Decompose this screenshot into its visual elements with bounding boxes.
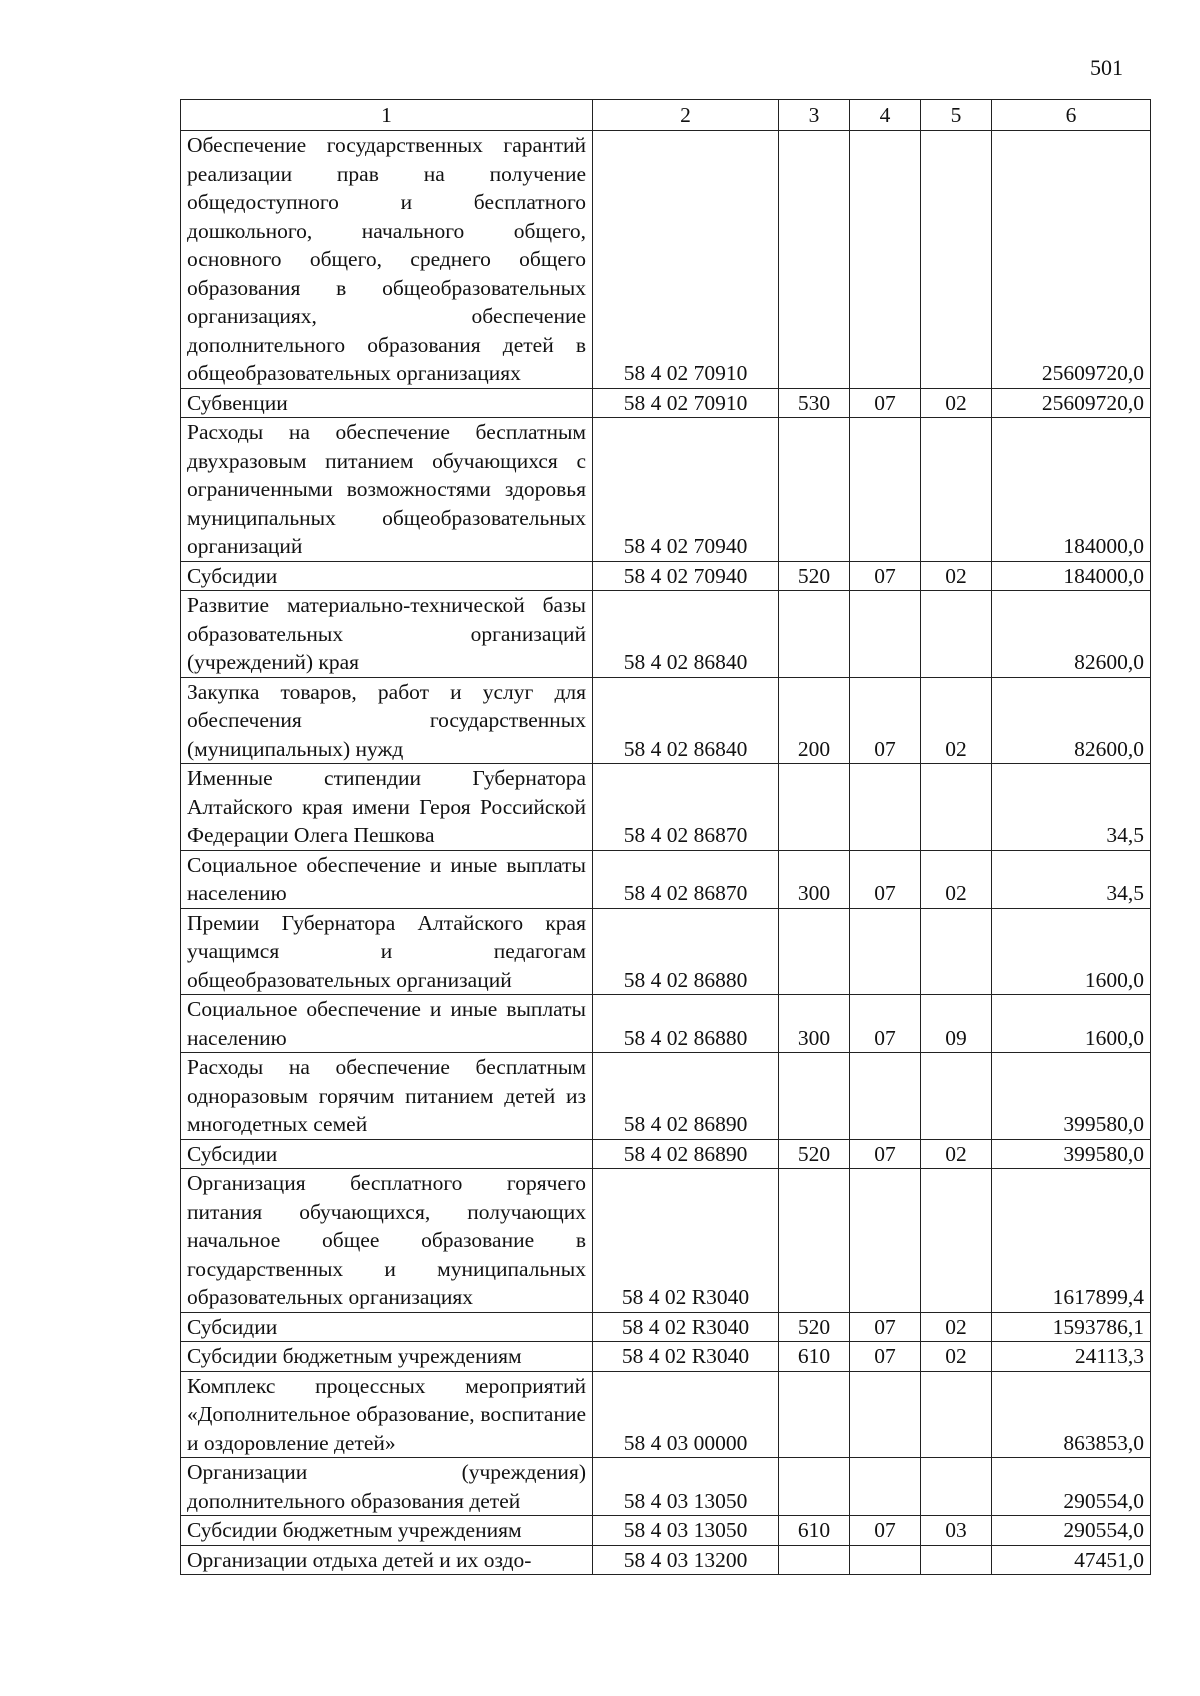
- table-row: [181, 1139, 1151, 1169]
- section-cell: 07: [850, 995, 921, 1053]
- subsection-cell: [921, 1169, 992, 1313]
- expense-type-cell: [779, 1371, 850, 1458]
- section-cell: 07: [850, 1342, 921, 1372]
- expense-type-cell: 520: [779, 561, 850, 591]
- section-cell: [850, 764, 921, 851]
- subsection-cell: [921, 1053, 992, 1140]
- amount-cell: 1617899,4: [992, 1169, 1151, 1313]
- subsection-cell: [921, 131, 992, 389]
- amount-cell: 47451,0: [992, 1545, 1151, 1575]
- target-code-cell: 58 4 02 86840: [593, 591, 779, 678]
- target-code-cell: 58 4 02 86840: [593, 677, 779, 764]
- subsection-cell: [921, 764, 992, 851]
- table-row: [181, 591, 1151, 678]
- header-col-3: 3: [779, 100, 850, 131]
- subsection-cell: 09: [921, 995, 992, 1053]
- table-row: [181, 1169, 1151, 1313]
- subsection-cell: 02: [921, 561, 992, 591]
- section-cell: [850, 1169, 921, 1313]
- expense-type-cell: [779, 764, 850, 851]
- table-row: [181, 764, 1151, 851]
- table-body: [181, 131, 1151, 1575]
- header-col-4: 4: [850, 100, 921, 131]
- section-cell: 07: [850, 561, 921, 591]
- expense-type-cell: 610: [779, 1342, 850, 1372]
- row-name-cell: Расходы на обеспечение бесплатным одноразовым горячим питанием детей из многодетных семей: [181, 1053, 593, 1140]
- section-cell: 07: [850, 850, 921, 908]
- section-cell: [850, 1545, 921, 1575]
- target-code-cell: 58 4 02 86880: [593, 995, 779, 1053]
- amount-cell: 82600,0: [992, 591, 1151, 678]
- row-name-cell: Субсидии бюджетным учреждениям: [181, 1516, 593, 1546]
- amount-cell: 25609720,0: [992, 131, 1151, 389]
- row-name-cell: Развитие материально-технической базы образовательных организаций (учреждений) края: [181, 591, 593, 678]
- subsection-cell: 02: [921, 677, 992, 764]
- table-row: [181, 677, 1151, 764]
- table-row: [181, 418, 1151, 562]
- target-code-cell: 58 4 03 13050: [593, 1516, 779, 1546]
- header-col-5: 5: [921, 100, 992, 131]
- amount-cell: 399580,0: [992, 1139, 1151, 1169]
- subsection-cell: 03: [921, 1516, 992, 1546]
- row-name-cell: Организация бесплатного горячего питания обучающихся, получающих начальное общее образование в государственных и муниципальных образовательных организациях: [181, 1169, 593, 1313]
- target-code-cell: 58 4 02 70910: [593, 388, 779, 418]
- section-cell: 07: [850, 1139, 921, 1169]
- expense-type-cell: [779, 1458, 850, 1516]
- row-name-cell: Комплекс процессных мероприятий «Дополнительное образование, воспитание и оздоровление детей»: [181, 1371, 593, 1458]
- expense-type-cell: [779, 131, 850, 389]
- header-row: [181, 100, 1151, 131]
- table-row: [181, 1053, 1151, 1140]
- amount-cell: 25609720,0: [992, 388, 1151, 418]
- section-cell: [850, 1458, 921, 1516]
- amount-cell: 184000,0: [992, 418, 1151, 562]
- table-row: [181, 1458, 1151, 1516]
- target-code-cell: 58 4 02 86870: [593, 764, 779, 851]
- target-code-cell: 58 4 02 86890: [593, 1139, 779, 1169]
- row-name-cell: Субсидии: [181, 1312, 593, 1342]
- target-code-cell: 58 4 03 00000: [593, 1371, 779, 1458]
- expense-type-cell: 520: [779, 1312, 850, 1342]
- row-name-cell: Обеспечение государственных гарантий реализации прав на получение общедоступного и бесплатного дошкольного, начального общего, основного общего, среднего общего образования в общеобразовательных организациях, обеспечение дополнительного образования детей в общеобразовательных организациях: [181, 131, 593, 389]
- expense-type-cell: 610: [779, 1516, 850, 1546]
- expense-type-cell: 300: [779, 850, 850, 908]
- subsection-cell: 02: [921, 1312, 992, 1342]
- page-number: 501: [1090, 55, 1123, 80]
- expense-type-cell: [779, 418, 850, 562]
- table-row: [181, 131, 1151, 389]
- row-name-cell: Организации (учреждения) дополнительного образования детей: [181, 1458, 593, 1516]
- subsection-cell: [921, 591, 992, 678]
- row-name-cell: Организации отдыха детей и их оздо-: [181, 1545, 593, 1575]
- table-row: [181, 388, 1151, 418]
- target-code-cell: 58 4 02 86890: [593, 1053, 779, 1140]
- table-row: [181, 1371, 1151, 1458]
- row-name-cell: Социальное обеспечение и иные выплаты населению: [181, 995, 593, 1053]
- row-name-cell: Именные стипендии Губернатора Алтайского края имени Героя Российской Федерации Олега Пешкова: [181, 764, 593, 851]
- expense-type-cell: 200: [779, 677, 850, 764]
- subsection-cell: 02: [921, 850, 992, 908]
- header-col-1: 1: [181, 100, 593, 131]
- table-row: [181, 1545, 1151, 1575]
- amount-cell: 1593786,1: [992, 1312, 1151, 1342]
- header-col-6: 6: [992, 100, 1151, 131]
- subsection-cell: [921, 908, 992, 995]
- amount-cell: 82600,0: [992, 677, 1151, 764]
- section-cell: [850, 131, 921, 389]
- row-name-cell: Закупка товаров, работ и услуг для обеспечения государственных (муниципальных) нужд: [181, 677, 593, 764]
- row-name-cell: Социальное обеспечение и иные выплаты населению: [181, 850, 593, 908]
- expense-type-cell: 530: [779, 388, 850, 418]
- section-cell: [850, 1371, 921, 1458]
- amount-cell: 399580,0: [992, 1053, 1151, 1140]
- table-row: [181, 850, 1151, 908]
- budget-table: [180, 99, 1151, 1575]
- target-code-cell: 58 4 02 70940: [593, 561, 779, 591]
- header-col-2: 2: [593, 100, 779, 131]
- expense-type-cell: [779, 1169, 850, 1313]
- amount-cell: 863853,0: [992, 1371, 1151, 1458]
- expense-type-cell: [779, 591, 850, 678]
- expense-type-cell: 520: [779, 1139, 850, 1169]
- amount-cell: 184000,0: [992, 561, 1151, 591]
- target-code-cell: 58 4 02 86880: [593, 908, 779, 995]
- target-code-cell: 58 4 02 86870: [593, 850, 779, 908]
- section-cell: 07: [850, 1312, 921, 1342]
- row-name-cell: Расходы на обеспечение бесплатным двухразовым питанием обучающихся с ограниченными возможностями здоровья муниципальных общеобразовательных организаций: [181, 418, 593, 562]
- section-cell: 07: [850, 677, 921, 764]
- subsection-cell: 02: [921, 1342, 992, 1372]
- amount-cell: 1600,0: [992, 995, 1151, 1053]
- subsection-cell: [921, 1545, 992, 1575]
- table-row: [181, 908, 1151, 995]
- row-name-cell: Премии Губернатора Алтайского края учащимся и педагогам общеобразовательных организаций: [181, 908, 593, 995]
- subsection-cell: [921, 1371, 992, 1458]
- row-name-cell: Субсидии бюджетным учреждениям: [181, 1342, 593, 1372]
- target-code-cell: 58 4 02 R3040: [593, 1169, 779, 1313]
- section-cell: [850, 418, 921, 562]
- row-name-cell: Субсидии: [181, 561, 593, 591]
- table-row: [181, 1516, 1151, 1546]
- table-row: [181, 995, 1151, 1053]
- expense-type-cell: [779, 1053, 850, 1140]
- target-code-cell: 58 4 03 13200: [593, 1545, 779, 1575]
- amount-cell: 290554,0: [992, 1516, 1151, 1546]
- row-name-cell: Субвенции: [181, 388, 593, 418]
- amount-cell: 290554,0: [992, 1458, 1151, 1516]
- subsection-cell: [921, 1458, 992, 1516]
- amount-cell: 34,5: [992, 764, 1151, 851]
- table-row: [181, 1312, 1151, 1342]
- target-code-cell: 58 4 02 R3040: [593, 1312, 779, 1342]
- expense-type-cell: [779, 1545, 850, 1575]
- subsection-cell: 02: [921, 1139, 992, 1169]
- section-cell: [850, 908, 921, 995]
- row-name-cell: Субсидии: [181, 1139, 593, 1169]
- section-cell: 07: [850, 1516, 921, 1546]
- subsection-cell: 02: [921, 388, 992, 418]
- section-cell: [850, 591, 921, 678]
- amount-cell: 1600,0: [992, 908, 1151, 995]
- expense-type-cell: [779, 908, 850, 995]
- target-code-cell: 58 4 02 70910: [593, 131, 779, 389]
- target-code-cell: 58 4 02 R3040: [593, 1342, 779, 1372]
- target-code-cell: 58 4 03 13050: [593, 1458, 779, 1516]
- section-cell: 07: [850, 388, 921, 418]
- table-row: [181, 1342, 1151, 1372]
- section-cell: [850, 1053, 921, 1140]
- expense-type-cell: 300: [779, 995, 850, 1053]
- target-code-cell: 58 4 02 70940: [593, 418, 779, 562]
- amount-cell: 34,5: [992, 850, 1151, 908]
- subsection-cell: [921, 418, 992, 562]
- amount-cell: 24113,3: [992, 1342, 1151, 1372]
- table-row: [181, 561, 1151, 591]
